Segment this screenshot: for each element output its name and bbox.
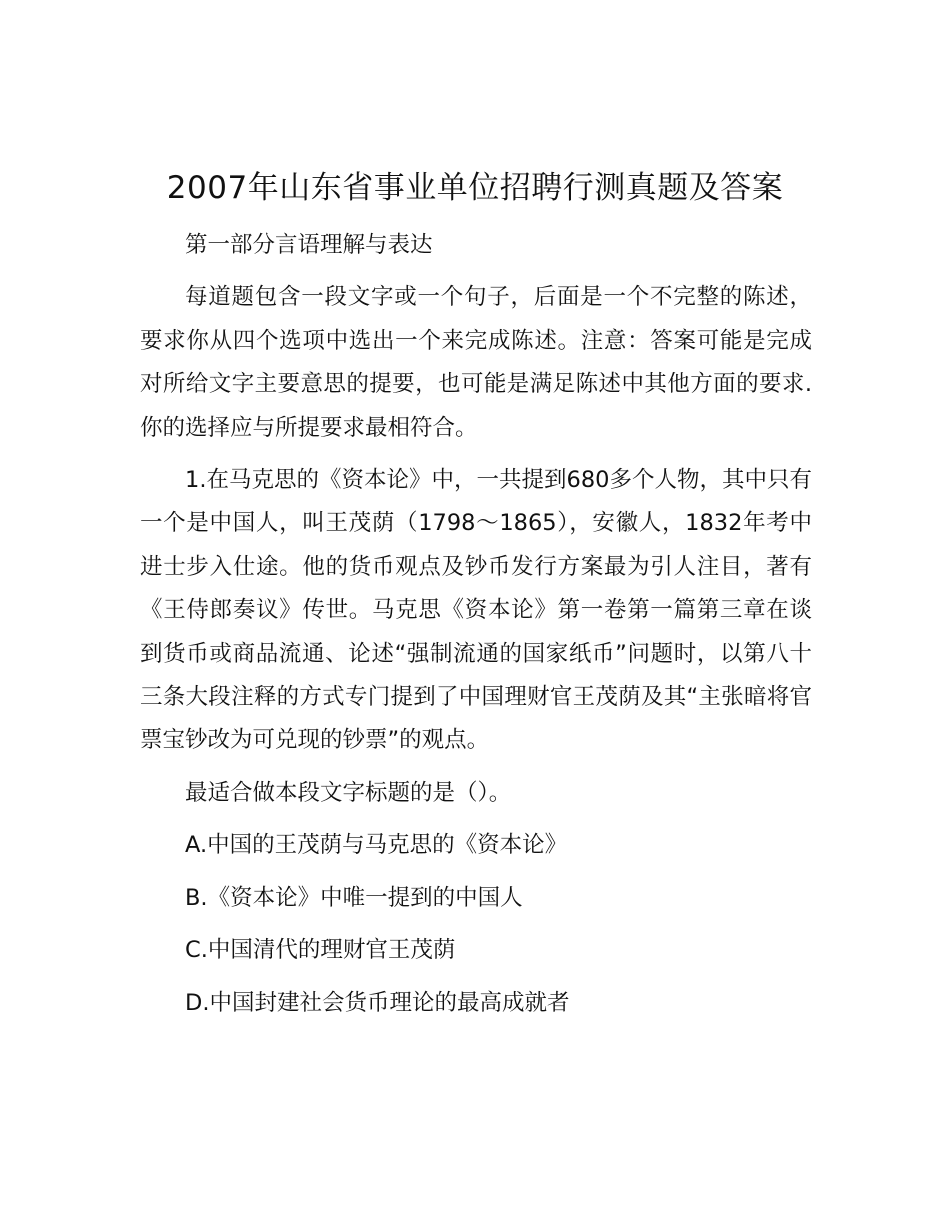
document-body <box>140 224 812 1025</box>
option-a: A.中国的王茂荫与马克思的《资本论》 <box>185 832 568 859</box>
option-b: B.《资本论》中唯一提到的中国人 <box>185 884 523 911</box>
instructions-paragraph: 每道题包含一段文字或一个句子，后面是一个不完整的陈述，要求你从四个选项中选出一个来完成陈述。注意：答案可能是完成对所给文字主要意思的提要，也可能是满足陈述中其他方面的要求.你的选择应与所提要求最相符合。 <box>140 284 812 441</box>
question-1-passage: 1.在马克思的《资本论》中，一共提到680多个人物，其中只有一个是中国人，叫王茂荫（1798～1865），安徽人，1832年考中进士步入仕途。他的货币观点及钞币发行方案最为引人注目，著有《王侍郎奏议》传世。马克思《资本论》第一卷第一篇第三章在谈到货币或商品流通、论述“强制流通的国家纸币”问题时，以第八十三条大段注释的方式专门提到了中国理财官王茂荫及其“主张暗将官票宝钞改为可兑现的钞票”的观点。 <box>140 467 812 754</box>
section-heading: 第一部分言语理解与表达 <box>185 232 433 258</box>
question-1-prompt: 最适合做本段文字标题的是（）。 <box>185 779 512 806</box>
option-c: C.中国清代的理财官王茂荫 <box>185 937 456 964</box>
option-d: D.中国封建社会货币理论的最高成就者 <box>185 989 570 1016</box>
document-title: 2007年山东省事业单位招聘行测真题及答案 <box>166 170 784 206</box>
